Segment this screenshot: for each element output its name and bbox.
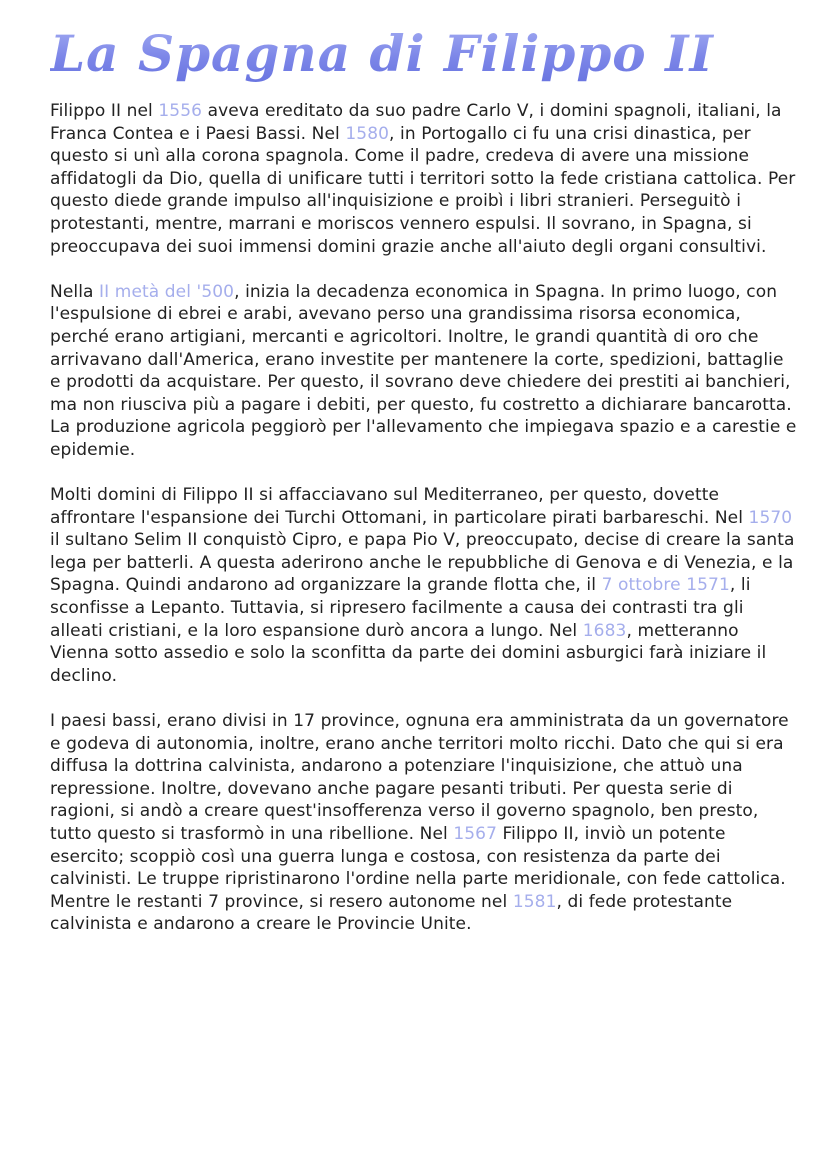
text-segment: Filippo II nel bbox=[50, 101, 159, 121]
text-segment: , di fede protestante calvinista e andarono a creare le Provincie Unite. bbox=[50, 891, 733, 935]
text-segment: aveva ereditato da suo padre Carlo V, i domini spagnoli, italiani, la Franca Contea e i Paesi Bassi. Nel bbox=[50, 101, 782, 144]
text-segment: , metteranno Vienna sotto assedio e solo la sconfitta da parte dei domini asburgici farà iniziare il declino. bbox=[50, 620, 767, 686]
highlighted-date: II metà del '500 bbox=[99, 281, 235, 302]
highlighted-date: 1683 bbox=[582, 620, 627, 641]
highlighted-date: 1580 bbox=[345, 123, 390, 144]
text-segment: I paesi bassi, erano divisi in 17 province, ognuna era amministrata da un governatore e godeva di autonomia, inoltre, erano anche territori molto ricchi. Dato che qui si era diffusa la dottrina calvinista, andarono a potenziare l'inquisizione, che attuò una repressione. Inoltre, dovevano anche pagare pesanti tributi. Per questa serie di ragioni, si andò a creare quest'insofferenza verso il governo spagnolo, ben presto, tutto questo si trasformò in una ribellione. Nel bbox=[50, 711, 789, 844]
highlighted-date: 1556 bbox=[158, 101, 203, 121]
text-segment: Filippo II, inviò un potente esercito; scoppiò così una guerra lunga e costosa, con resistenza da parte dei calvinisti. Le truppe ripristinarono l'ordine nella parte meridionale, con fede cattolica. Mentre le restanti 7 province, si resero autonome nel bbox=[50, 824, 786, 912]
highlighted-date: 1581 bbox=[512, 891, 557, 912]
text-segment: Molti domini di Filippo II si affacciavano sul Mediterraneo, per questo, dovette affrontare l'espansione dei Turchi Ottomani, in particolare pirati barbareschi. Nel bbox=[50, 485, 749, 528]
highlighted-date: 1570 bbox=[748, 507, 793, 528]
paragraph-2 bbox=[50, 281, 798, 462]
paragraph-1 bbox=[50, 100, 798, 258]
text-segment: il sultano Selim II conquistò Cipro, e papa Pio V, preoccupato, decise di creare la santa lega per batterli. A questa aderirono anche le repubbliche di Genova e di Venezia, e la Spagna. Quindi andarono ad organizzare la grande flotta che, il bbox=[50, 530, 795, 596]
text-segment: , inizia la decadenza economica in Spagna. In primo luogo, con l'espulsione di ebrei e arabi, avevano perso una grandissima risorsa economica, perché erano artigiani, mercanti e agricoltori. Inoltre, le grandi quantità di oro che arrivavano dall'America, erano investite per mantenere la corte, spedizioni, battaglie e prodotti da acquistare. Per questo, il sovrano deve chiedere dei prestiti ai banchieri, ma non riusciva più a pagare i debiti, per questo, fu costretto a dichiarare bancarotta. La produzione agricola peggiorò per l'allevamento che impiegava spazio e a carestie e epidemie. bbox=[50, 281, 797, 460]
page-title: La Spagna di Filippo II bbox=[50, 18, 714, 90]
text-segment: , in Portogallo ci fu una crisi dinastica, per questo si unì alla corona spagnola. Come il padre, credeva di avere una missione affidatogli da Dio, quella di unificare tutti i territori sotto la fede cristiana cattolica. Per questo diede grande impulso all'inquisizione e proibì i libri stranieri. Perseguitò i protestanti, mentre, marrani e moriscos vennero espulsi. Il sovrano, in Spagna, si preoccupava dei suoi immensi domini grazie anche all'aiuto degli organi consultivi. bbox=[50, 123, 796, 257]
paragraph-3 bbox=[50, 484, 798, 687]
text-segment: Nella bbox=[50, 281, 100, 302]
text-segment: , li sconfisse a Lepanto. Tuttavia, si ripresero facilmente a causa dei contrasti tra gli alleati cristiani, e la loro espansione durò ancora a lungo. Nel bbox=[50, 575, 751, 641]
document-body bbox=[50, 100, 798, 959]
paragraph-4 bbox=[50, 710, 798, 936]
highlighted-date: 1567 bbox=[453, 824, 498, 844]
highlighted-date: 7 ottobre 1571 bbox=[601, 575, 730, 596]
